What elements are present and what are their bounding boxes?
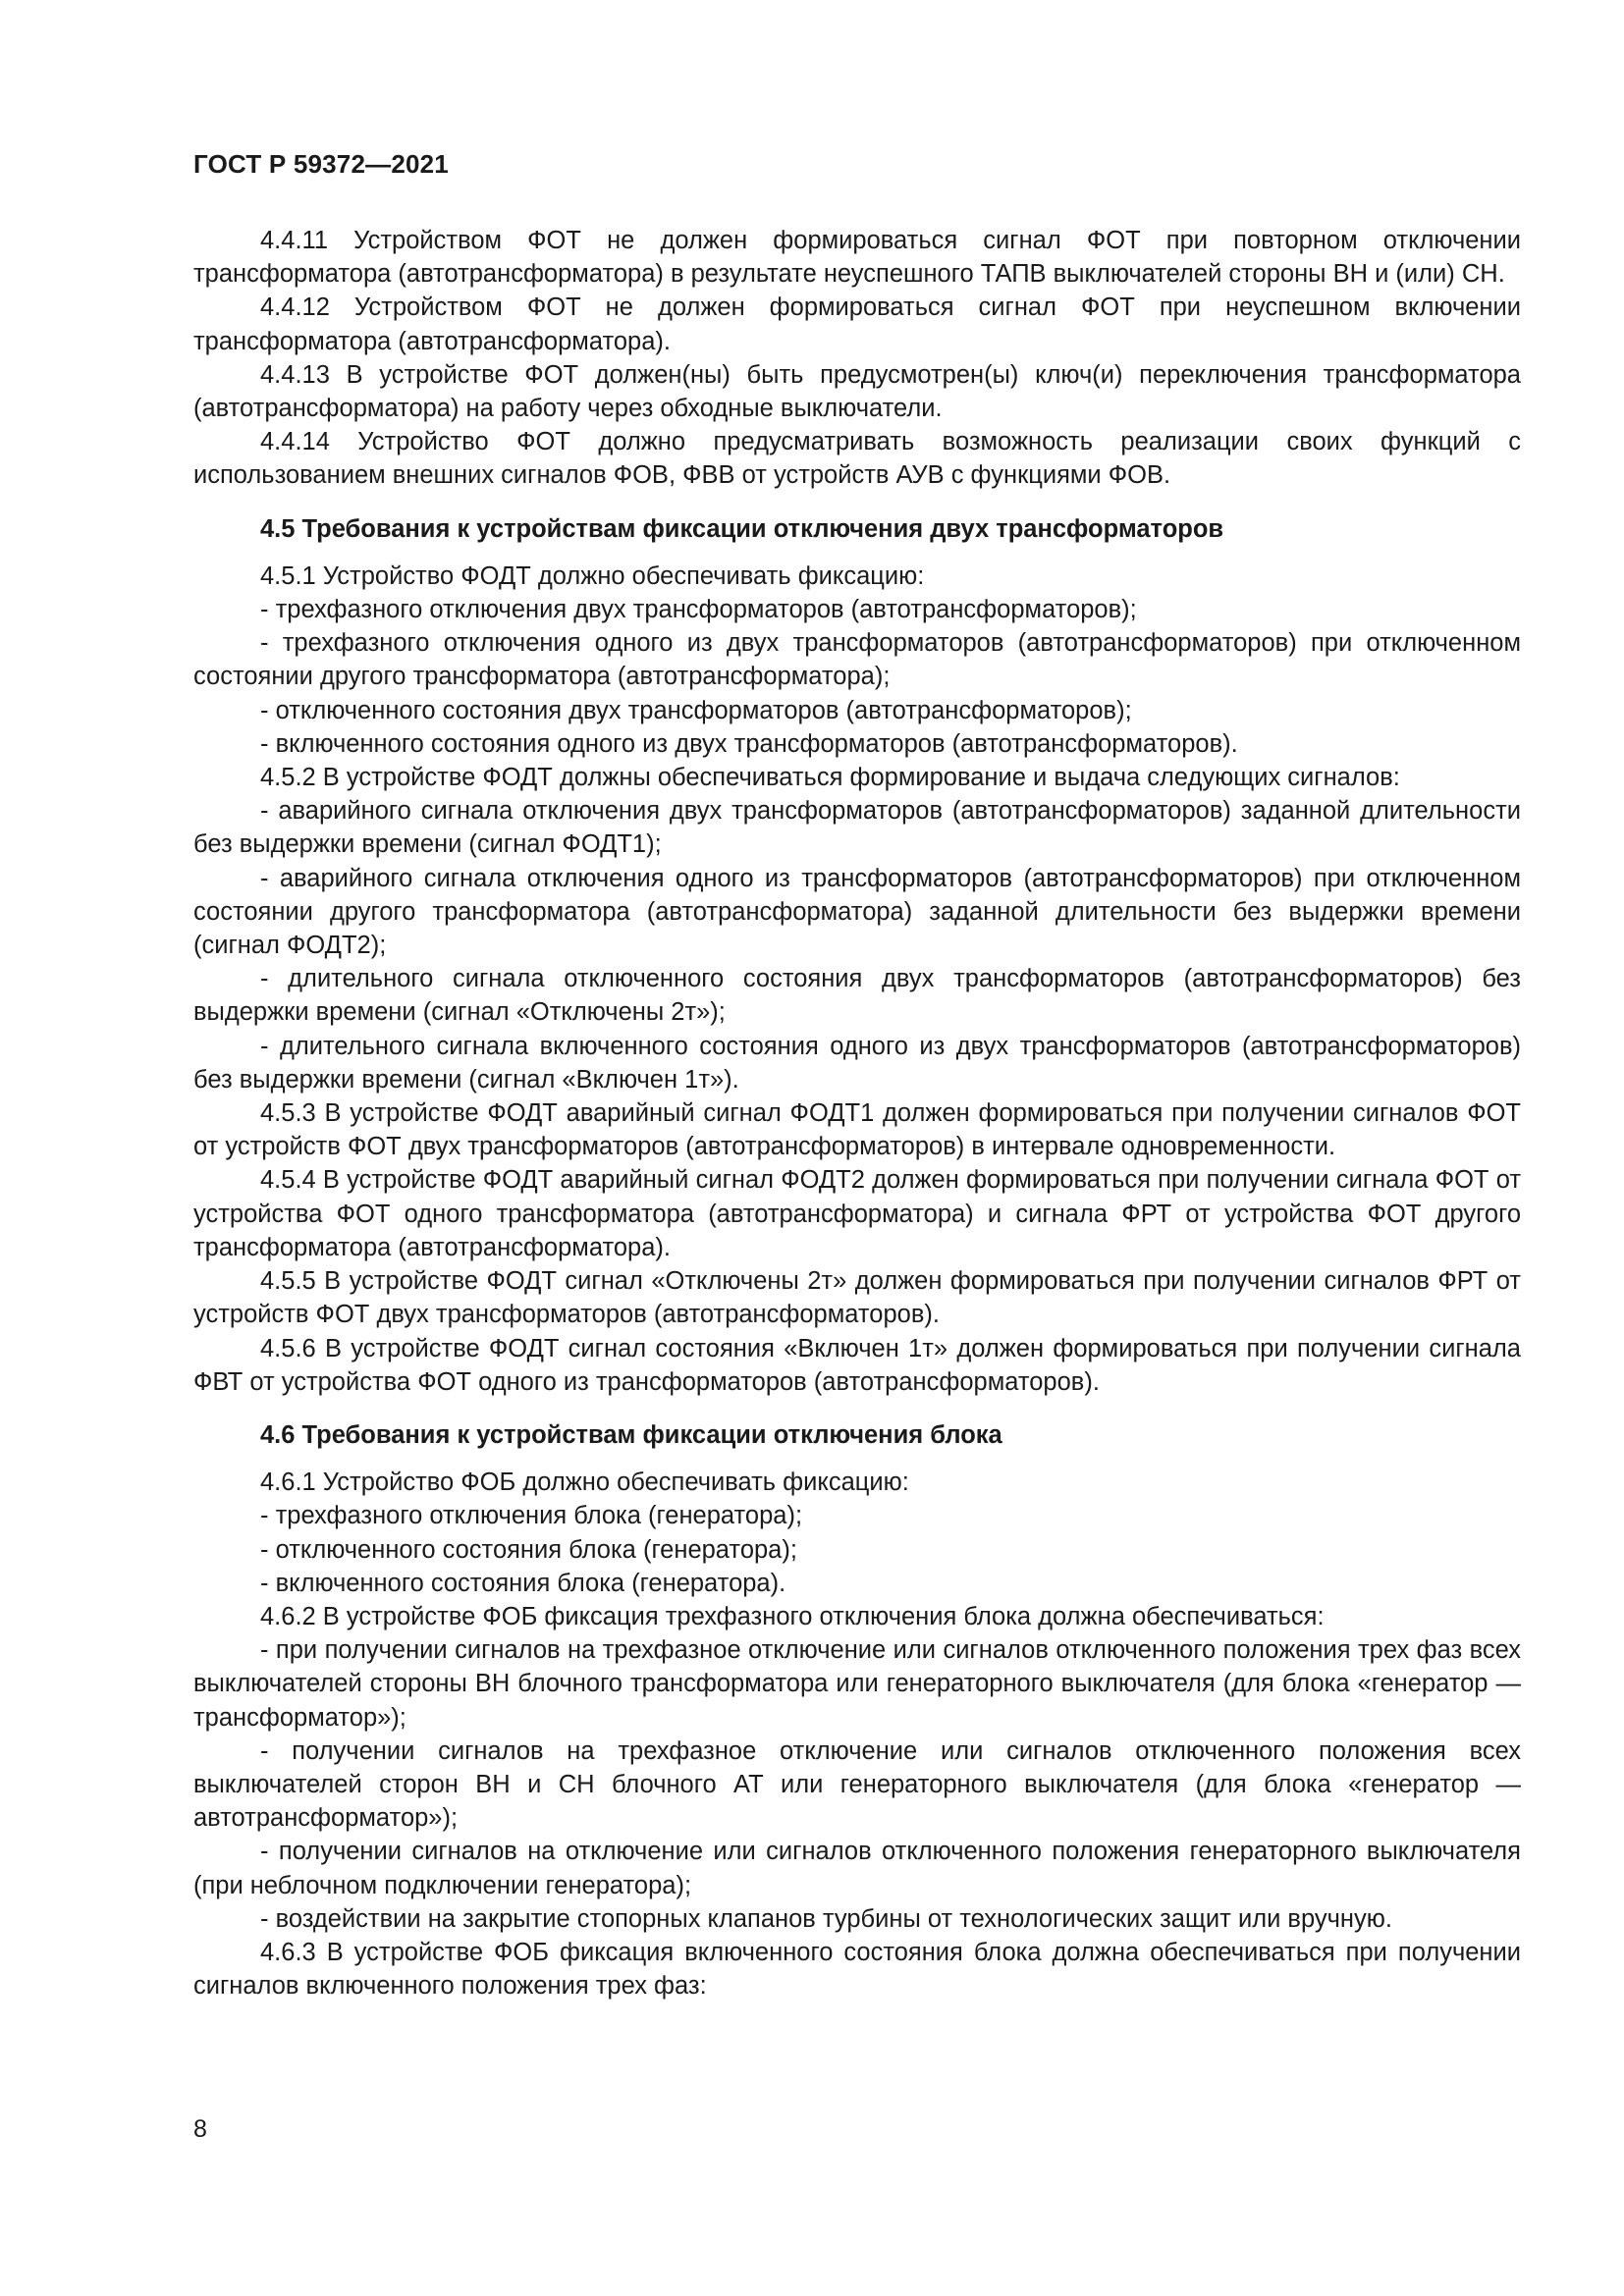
- clause-4-6-3: 4.6.3 В устройстве ФОБ фиксация включенного состояния блока должна обеспечиваться при получении сигналов включенного положения трех фаз:: [193, 1938, 1521, 2001]
- list-item: - воздействии на закрытие стопорных клапанов турбины от технологических защит или вручную.: [260, 1904, 1392, 1933]
- list-item: - при получении сигналов на трехфазное отключение или сигналов отключенного положения трех фаз всех выключателей стороны ВН блочного трансформатора или генераторного выключателя (для блока «генератор — трансформатор»);: [193, 1636, 1521, 1732]
- document-body: [193, 224, 1521, 2002]
- section-heading-4-6: 4.6 Требования к устройствам фиксации отключения блока: [260, 1420, 1002, 1449]
- clause-4-5-1: 4.5.1 Устройство ФОДТ должно обеспечивать фиксацию:: [260, 561, 925, 590]
- clause-4-4-11: 4.4.11 Устройством ФОТ не должен формироваться сигнал ФОТ при повторном отключении трансформатора (автотрансформатора) в результате неуспешного ТАПВ выключателей стороны ВН и (или) СН.: [193, 227, 1521, 289]
- list-item: - трехфазного отключения блока (генератора);: [260, 1502, 803, 1530]
- list-item: - аварийного сигнала отключения двух трансформаторов (автотрансформаторов) заданной длительности без выдержки времени (сигнал ФОДТ1);: [193, 797, 1521, 859]
- clause-4-5-6: 4.5.6 В устройстве ФОДТ сигнал состояния «Включен 1т» должен формироваться при получении сигнала ФВТ от устройства ФОТ одного из трансформаторов (автотрансформаторов).: [193, 1334, 1521, 1396]
- list-item: - аварийного сигнала отключения одного из трансформаторов (автотрансформаторов) при отключенном состоянии другого трансформатора (автотрансформатора) заданной длительности без выдержки времени (сигнал ФОДТ2);: [193, 864, 1521, 960]
- page-number: 8: [193, 2115, 207, 2143]
- list-item: - отключенного состояния блока (генератора);: [260, 1535, 797, 1564]
- clause-4-5-2: 4.5.2 В устройстве ФОДТ должны обеспечиваться формирование и выдача следующих сигналов:: [260, 764, 1400, 792]
- clause-4-4-13: 4.4.13 В устройстве ФОТ должен(ны) быть предусмотрен(ы) ключ(и) переключения трансформатора (автотрансформатора) на работу через обходные выключатели.: [193, 360, 1521, 423]
- list-item: - длительного сигнала отключенного состояния двух трансформаторов (автотрансформаторов) без выдержки времени (сигнал «Отключены 2т»);: [193, 965, 1521, 1027]
- clause-4-4-12: 4.4.12 Устройством ФОТ не должен формироваться сигнал ФОТ при неуспешном включении трансформатора (автотрансформатора).: [193, 294, 1521, 355]
- list-item: - длительного сигнала включенного состояния одного из двух трансформаторов (автотрансформаторов) без выдержки времени (сигнал «Включен 1т»).: [193, 1032, 1521, 1094]
- clause-4-5-3: 4.5.3 В устройстве ФОДТ аварийный сигнал ФОДТ1 должен формироваться при получении сигналов ФОТ от устройств ФОТ двух трансформаторов (автотрансформаторов) в интервале одновременности.: [193, 1099, 1521, 1161]
- document-header: ГОСТ Р 59372—2021: [193, 149, 449, 179]
- section-heading-4-5: 4.5 Требования к устройствам фиксации отключения двух трансформаторов: [260, 514, 1224, 543]
- clause-4-5-4: 4.5.4 В устройстве ФОДТ аварийный сигнал ФОДТ2 должен формироваться при получении сигнала ФОТ от устройства ФОТ одного трансформатора (автотрансформатора) и сигнала ФРТ от устройства ФОТ другого трансформатора (автотрансформатора).: [193, 1166, 1521, 1261]
- clause-4-5-5: 4.5.5 В устройстве ФОДТ сигнал «Отключены 2т» должен формироваться при получении сигналов ФРТ от устройств ФОТ двух трансформаторов (автотрансформаторов).: [193, 1267, 1521, 1329]
- list-item: - включенного состояния одного из двух трансформаторов (автотрансформаторов).: [260, 729, 1238, 758]
- clause-4-6-1: 4.6.1 Устройство ФОБ должно обеспечивать фиксацию:: [260, 1468, 909, 1497]
- list-item: - трехфазного отключения одного из двух трансформаторов (автотрансформаторов) при отключенном состоянии другого трансформатора (автотрансформатора);: [193, 629, 1521, 691]
- clause-4-4-14: 4.4.14 Устройство ФОТ должно предусматривать возможность реализации своих функций с использованием внешних сигналов ФОВ, ФВВ от устройств АУВ с функциями ФОВ.: [193, 428, 1521, 490]
- list-item: - трехфазного отключения двух трансформаторов (автотрансформаторов);: [260, 596, 1137, 624]
- list-item: - отключенного состояния двух трансформаторов (автотрансформаторов);: [260, 696, 1132, 724]
- list-item: - получении сигналов на отключение или сигналов отключенного положения генераторного выключателя (при неблочном подключении генератора);: [193, 1838, 1521, 1899]
- list-item: - включенного состояния блока (генератора).: [260, 1569, 786, 1597]
- list-item: - получении сигналов на трехфазное отключение или сигналов отключенного положения всех выключателей сторон ВН и СН блочного АТ или генераторного выключателя (для блока «генератор — автотрансформатор»);: [193, 1736, 1521, 1833]
- clause-4-6-2: 4.6.2 В устройстве ФОБ фиксация трехфазного отключения блока должна обеспечиваться:: [260, 1602, 1325, 1630]
